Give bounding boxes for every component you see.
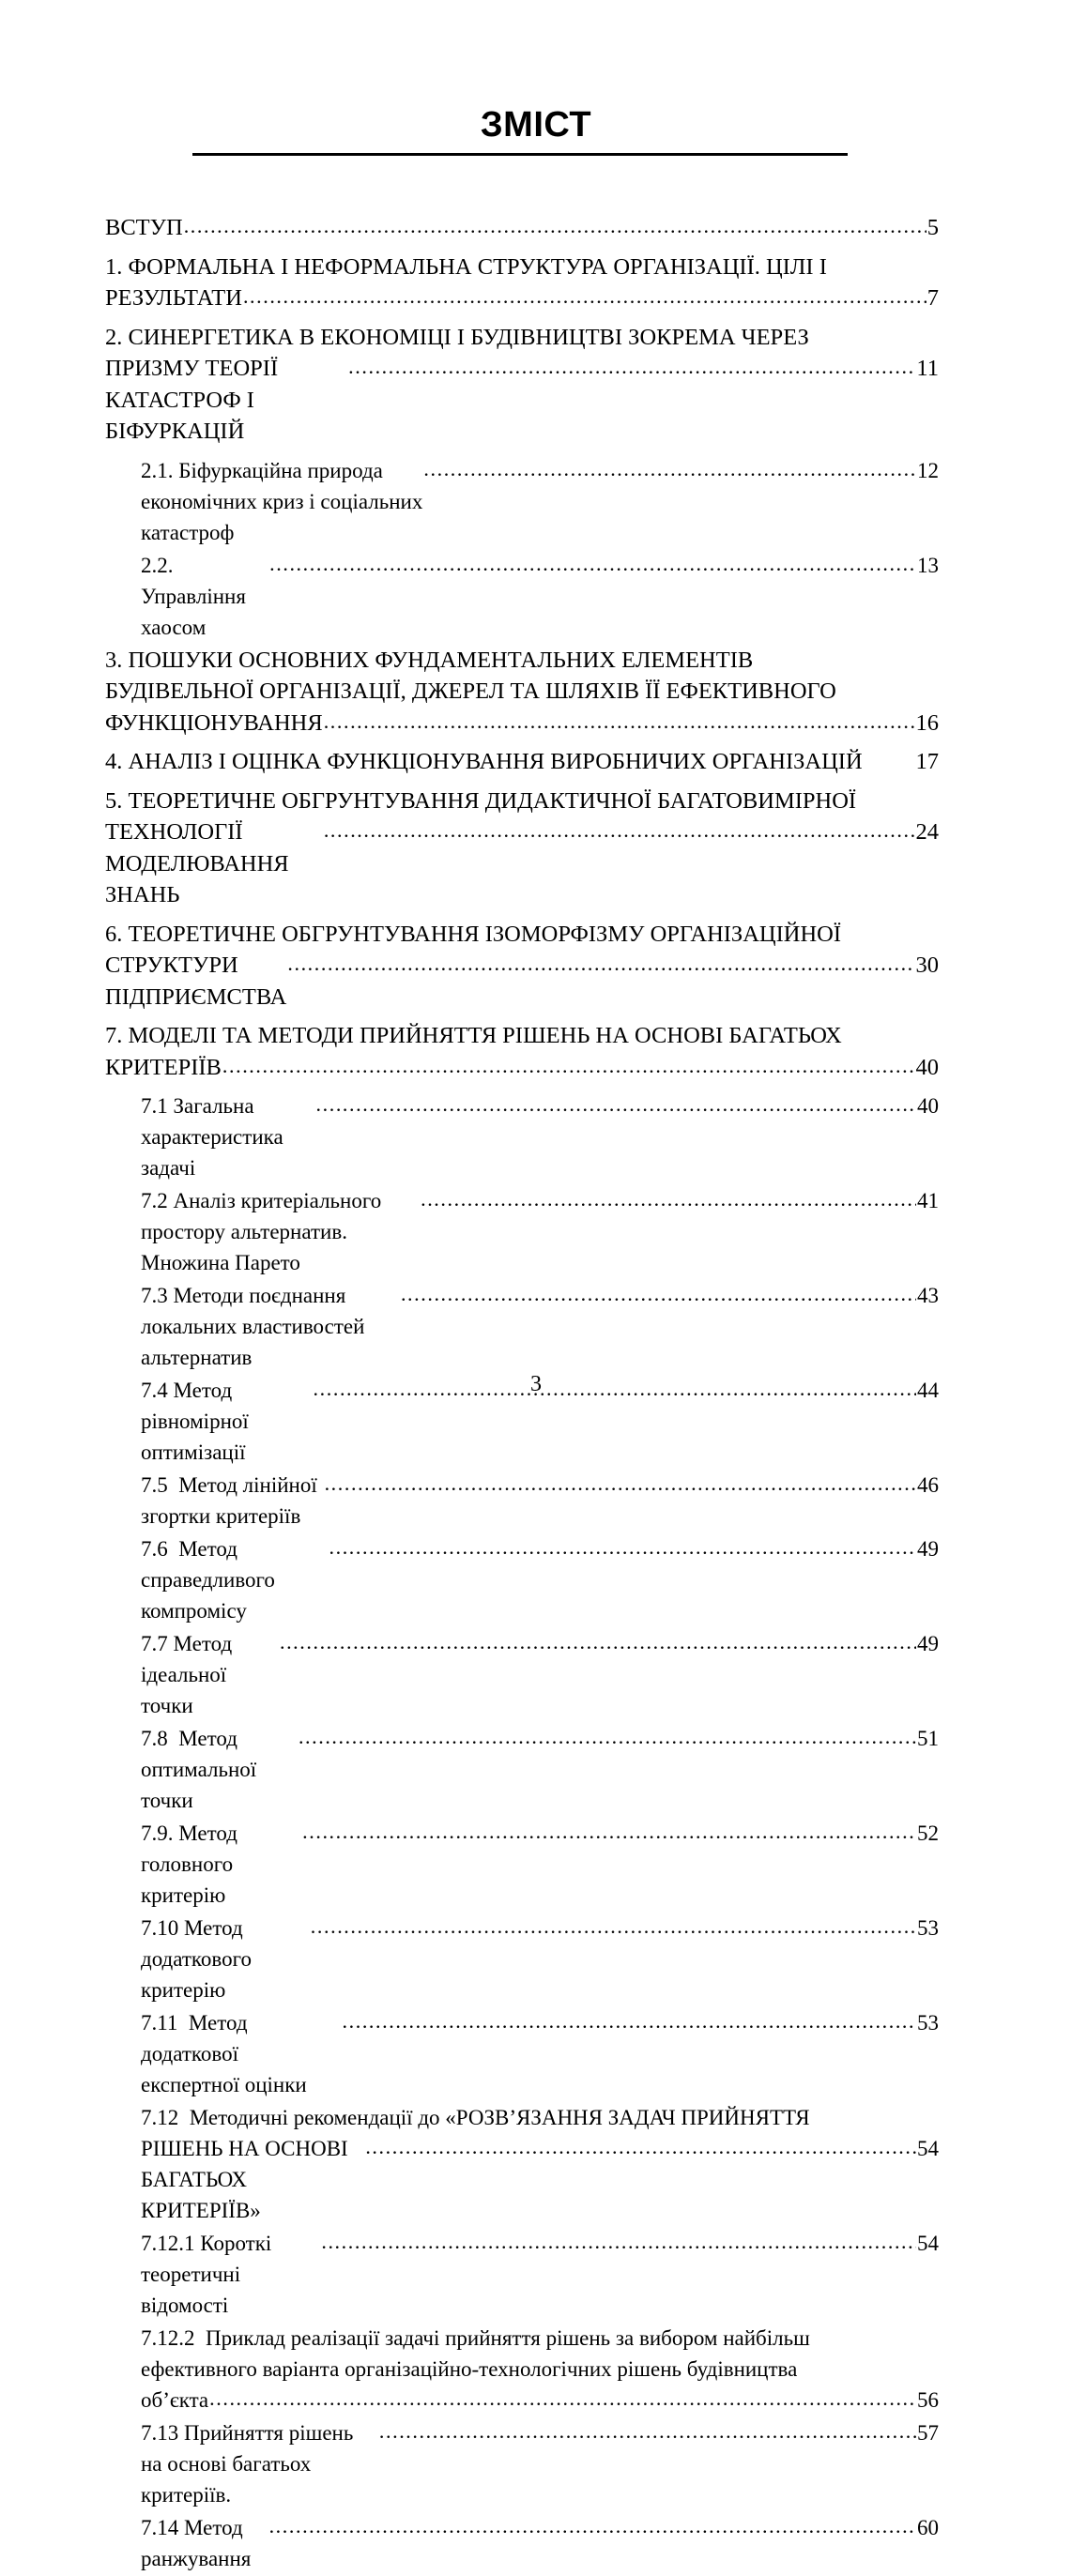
toc-entry-page-number: 5 xyxy=(927,215,939,240)
toc-dot-leader xyxy=(184,210,927,242)
toc-entry-label: 7.12.1 Короткі теоретичні відомості xyxy=(141,2232,278,2317)
toc-entry-label: ФУНКЦІОНУВАННЯ xyxy=(105,709,329,736)
toc-entry-row xyxy=(141,1090,939,1183)
toc-entry-page-number: 11 xyxy=(916,356,939,381)
toc-entry-line: БУДІВЕЛЬНОЇ ОРГАНІЗАЦІЇ, ДЖЕРЕЛ ТА ШЛЯХІВ ЇЇ ЕФЕКТИВНОГО xyxy=(105,678,836,704)
toc-entry[interactable] xyxy=(105,1020,939,1083)
toc-entry-page-number: 54 xyxy=(917,2232,939,2255)
toc-entry[interactable] xyxy=(105,1533,939,1626)
toc-entry-line: 1. ФОРМАЛЬНА І НЕФОРМАЛЬНА СТРУКТУРА ОРГАНІЗАЦІЇ. ЦІЛІ І xyxy=(105,253,827,280)
toc-dot-leader xyxy=(209,2383,916,2414)
toc-entry-page-number: 60 xyxy=(917,2516,939,2539)
toc-entry-row xyxy=(105,212,939,244)
toc-entry-page-number: 53 xyxy=(917,2011,939,2035)
toc-entry[interactable] xyxy=(105,2417,939,2510)
toc-dot-leader xyxy=(269,548,916,579)
toc-entry-page-number: 52 xyxy=(917,1821,939,1845)
toc-entry[interactable] xyxy=(105,1723,939,1816)
toc-entry-label: 7.14 Метод ранжування xyxy=(141,2516,252,2570)
toc-dot-leader xyxy=(269,2510,916,2541)
toc-entry-label: 7.5 Метод лінійної згортки критеріїв xyxy=(141,1473,323,1528)
toc-entry-row xyxy=(105,746,939,778)
toc-entry-page-number: 16 xyxy=(915,709,939,736)
toc-entry-label: ТЕХНОЛОГІЇ МОДЕЛЮВАННЯ ЗНАНЬ xyxy=(105,819,295,907)
toc-entry-row xyxy=(105,1052,939,1084)
toc-entry[interactable] xyxy=(105,322,939,448)
toc-entry-label: ВСТУП xyxy=(105,215,183,240)
toc-entry-page-number: 40 xyxy=(917,1094,939,1118)
toc-entry-label: об’єкта xyxy=(141,2388,209,2412)
toc-entry-line: ефективного варіанта організаційно-технологічних рішень будівництва xyxy=(141,2357,798,2381)
toc-entry-label: 2.1. Біфуркаційна природа економічних криз і соціальних катастроф xyxy=(141,458,429,544)
toc-entry-label: 7.2 Аналіз критеріального простору альтернатив. Множина Парето xyxy=(141,1189,387,1274)
toc-entry-row xyxy=(141,455,939,548)
toc-entry-row xyxy=(105,353,939,448)
toc-entry[interactable] xyxy=(105,645,939,739)
page-number: 3 xyxy=(530,1372,542,1396)
toc-entry[interactable] xyxy=(105,1628,939,1721)
toc-dot-leader xyxy=(302,1816,916,1847)
toc-entry-row xyxy=(105,816,939,911)
toc-dot-leader xyxy=(329,1532,917,1562)
toc-entry-line: 2. СИНЕРГЕТИКА В ЕКОНОМІЦІ І БУДІВНИЦТВІ ЗОКРЕМА ЧЕРЕЗ xyxy=(105,324,809,350)
toc-entry-page-number: 40 xyxy=(915,1054,939,1080)
toc-entry-label: РЕЗУЛЬТАТИ xyxy=(105,285,249,311)
toc-entry-label: 2.2. Управління хаосом xyxy=(141,553,252,639)
toc-entry-page-number: 51 xyxy=(917,1727,939,1750)
toc-entry-label: 7.8 Метод оптимальної точки xyxy=(141,1727,262,1812)
toc-entry-row xyxy=(141,2417,939,2510)
toc-entry-page-number: 56 xyxy=(917,2388,939,2412)
toc-entry[interactable] xyxy=(105,1280,939,1373)
toc-entry[interactable] xyxy=(105,2323,939,2416)
toc-dot-leader xyxy=(243,281,927,312)
toc-entry-page-number: 57 xyxy=(917,2421,939,2445)
toc-entry-line: 6. ТЕОРЕТИЧНЕ ОБГРУНТУВАННЯ ІЗОМОРФІЗМУ ОРГАНІЗАЦІЙНОЇ xyxy=(105,921,841,947)
toc-entry-label: 7.9. Метод головного критерію xyxy=(141,1821,243,1907)
toc-entry-label: 7.7 Метод ідеальної точки xyxy=(141,1632,237,1717)
toc-entry-page-number: 24 xyxy=(915,819,939,845)
toc-entry-row xyxy=(141,2228,939,2321)
toc-entry-row xyxy=(141,2385,939,2416)
toc-entry[interactable] xyxy=(105,1185,939,1278)
toc-entry-label: 7.13 Прийняття рішень на основі багатьох критеріїв. xyxy=(141,2421,360,2507)
toc-dot-leader xyxy=(316,1089,916,1120)
toc-entry-page-number: 13 xyxy=(917,553,939,577)
toc-entry-label: 7.11 Метод додаткової експертної оцінки xyxy=(141,2011,313,2096)
toc-entry-label: КРИТЕРІЇВ xyxy=(105,1054,228,1080)
toc-entry[interactable] xyxy=(105,2512,939,2574)
toc-entry[interactable] xyxy=(105,1090,939,1183)
toc-entry-line: 5. ТЕОРЕТИЧНЕ ОБГРУНТУВАННЯ ДИДАКТИЧНОЇ БАГАТОВИМІРНОЇ xyxy=(105,787,857,814)
toc-dot-leader xyxy=(324,815,915,846)
toc-entry-row xyxy=(105,282,939,314)
page-title: ЗМІСТ xyxy=(480,105,592,145)
toc-entry-label: 7.10 Метод додаткового критерію xyxy=(141,1916,257,2002)
toc-entry[interactable] xyxy=(105,550,939,643)
toc-dot-leader xyxy=(222,1050,915,1082)
toc-entry[interactable] xyxy=(105,2007,939,2100)
toc-entry-label: 7.6 Метод справедливого компромісу xyxy=(141,1537,281,1623)
toc-entry-page-number: 17 xyxy=(915,749,939,774)
toc-entry-line: 7. МОДЕЛІ ТА МЕТОДИ ПРИЙНЯТТЯ РІШЕНЬ НА ОСНОВІ БАГАТЬОХ xyxy=(105,1023,842,1048)
toc-entry-line: 7.12 Методичні рекомендації до «РОЗВ’ЯЗАННЯ ЗАДАЧ ПРИЙНЯТТЯ xyxy=(141,2106,810,2129)
toc-entry-page-number: 46 xyxy=(917,1473,939,1497)
toc-entry-row xyxy=(141,1185,939,1278)
toc-dot-leader xyxy=(324,706,915,738)
toc-dot-leader xyxy=(321,2226,916,2257)
toc-entry[interactable] xyxy=(105,2228,939,2321)
toc-entry-row xyxy=(141,1470,939,1532)
toc-entry-page-number: 49 xyxy=(917,1537,939,1561)
toc-dot-leader xyxy=(299,1721,916,1752)
toc-entry-row xyxy=(141,1913,939,2005)
toc-entry-row xyxy=(141,1818,939,1911)
toc-entry[interactable] xyxy=(105,2102,939,2226)
toc-dot-leader xyxy=(325,1468,916,1499)
toc-entry-label: СТРУКТУРИ ПІДПРИЄМСТВА xyxy=(105,953,287,1010)
toc-entry-row xyxy=(141,1628,939,1721)
toc-dot-leader xyxy=(365,2131,916,2162)
toc-entry-label: 7.1 Загальна характеристика задачі xyxy=(141,1094,289,1180)
toc-entry[interactable] xyxy=(105,212,939,244)
toc-entry-label: РІШЕНЬ НА ОСНОВІ БАГАТЬОХ КРИТЕРІЇВ» xyxy=(141,2137,354,2222)
toc-entry[interactable] xyxy=(105,1470,939,1532)
toc-entry-page-number: 53 xyxy=(917,1916,939,1940)
toc-entry-page-number: 41 xyxy=(917,1189,939,1212)
toc-entry-page-number: 54 xyxy=(917,2137,939,2160)
toc-entry-label: 7.3 Методи поєднання локальних властивостей альтернатив xyxy=(141,1284,371,1369)
toc-entry-page-number: 7 xyxy=(927,285,939,311)
toc-entry[interactable] xyxy=(105,785,939,911)
toc-dot-leader xyxy=(287,948,914,980)
toc-dot-leader xyxy=(311,1911,916,1942)
toc-entry-page-number: 44 xyxy=(917,1379,939,1402)
toc-entry-row xyxy=(141,550,939,643)
toc-entry-row xyxy=(141,1723,939,1816)
toc-dot-leader xyxy=(401,1278,916,1309)
toc-entry-row xyxy=(105,708,939,739)
toc-entry-label: ПРИЗМУ ТЕОРІЇ КАТАСТРОФ І БІФУРКАЦІЙ xyxy=(105,356,284,444)
title-divider xyxy=(192,153,848,156)
toc-entry-page-number: 12 xyxy=(917,458,939,482)
toc-entry-row xyxy=(141,2133,939,2226)
toc-entry[interactable] xyxy=(105,252,939,314)
toc-entry-page-number: 43 xyxy=(917,1284,939,1307)
toc-dot-leader xyxy=(421,1183,916,1214)
toc-entry-page-number: 30 xyxy=(915,953,939,978)
toc-entry-row xyxy=(141,2512,939,2574)
toc-entry[interactable] xyxy=(105,746,939,778)
toc-entry-row xyxy=(141,1533,939,1626)
toc-entry-row xyxy=(141,1280,939,1373)
toc-dot-leader xyxy=(280,1626,916,1657)
toc-dot-leader xyxy=(423,453,916,484)
toc-entry-line: 7.12.2 Приклад реалізації задачі прийняття рішень за вибором найбільш xyxy=(141,2326,810,2350)
toc-entry[interactable] xyxy=(105,1913,939,2005)
toc-dot-leader xyxy=(348,351,915,383)
toc-entry-row xyxy=(105,950,939,1013)
toc-entry-page-number: 49 xyxy=(917,1632,939,1655)
toc-entry-row xyxy=(141,2007,939,2100)
toc-entry[interactable] xyxy=(105,455,939,548)
toc-entry-label: 7.4 Метод рівномірної оптимізації xyxy=(141,1379,254,1464)
toc-dot-leader xyxy=(343,2005,916,2036)
toc-entry-line: 3. ПОШУКИ ОСНОВНИХ ФУНДАМЕНТАЛЬНИХ ЕЛЕМЕНТІВ xyxy=(105,647,754,673)
toc-entry-label: 4. АНАЛІЗ І ОЦІНКА ФУНКЦІОНУВАННЯ ВИРОБНИЧИХ ОРГАНІЗАЦІЙ xyxy=(105,749,868,774)
toc-entry[interactable] xyxy=(105,1818,939,1911)
toc-dot-leader xyxy=(379,2416,916,2446)
toc-entry[interactable] xyxy=(105,919,939,1014)
